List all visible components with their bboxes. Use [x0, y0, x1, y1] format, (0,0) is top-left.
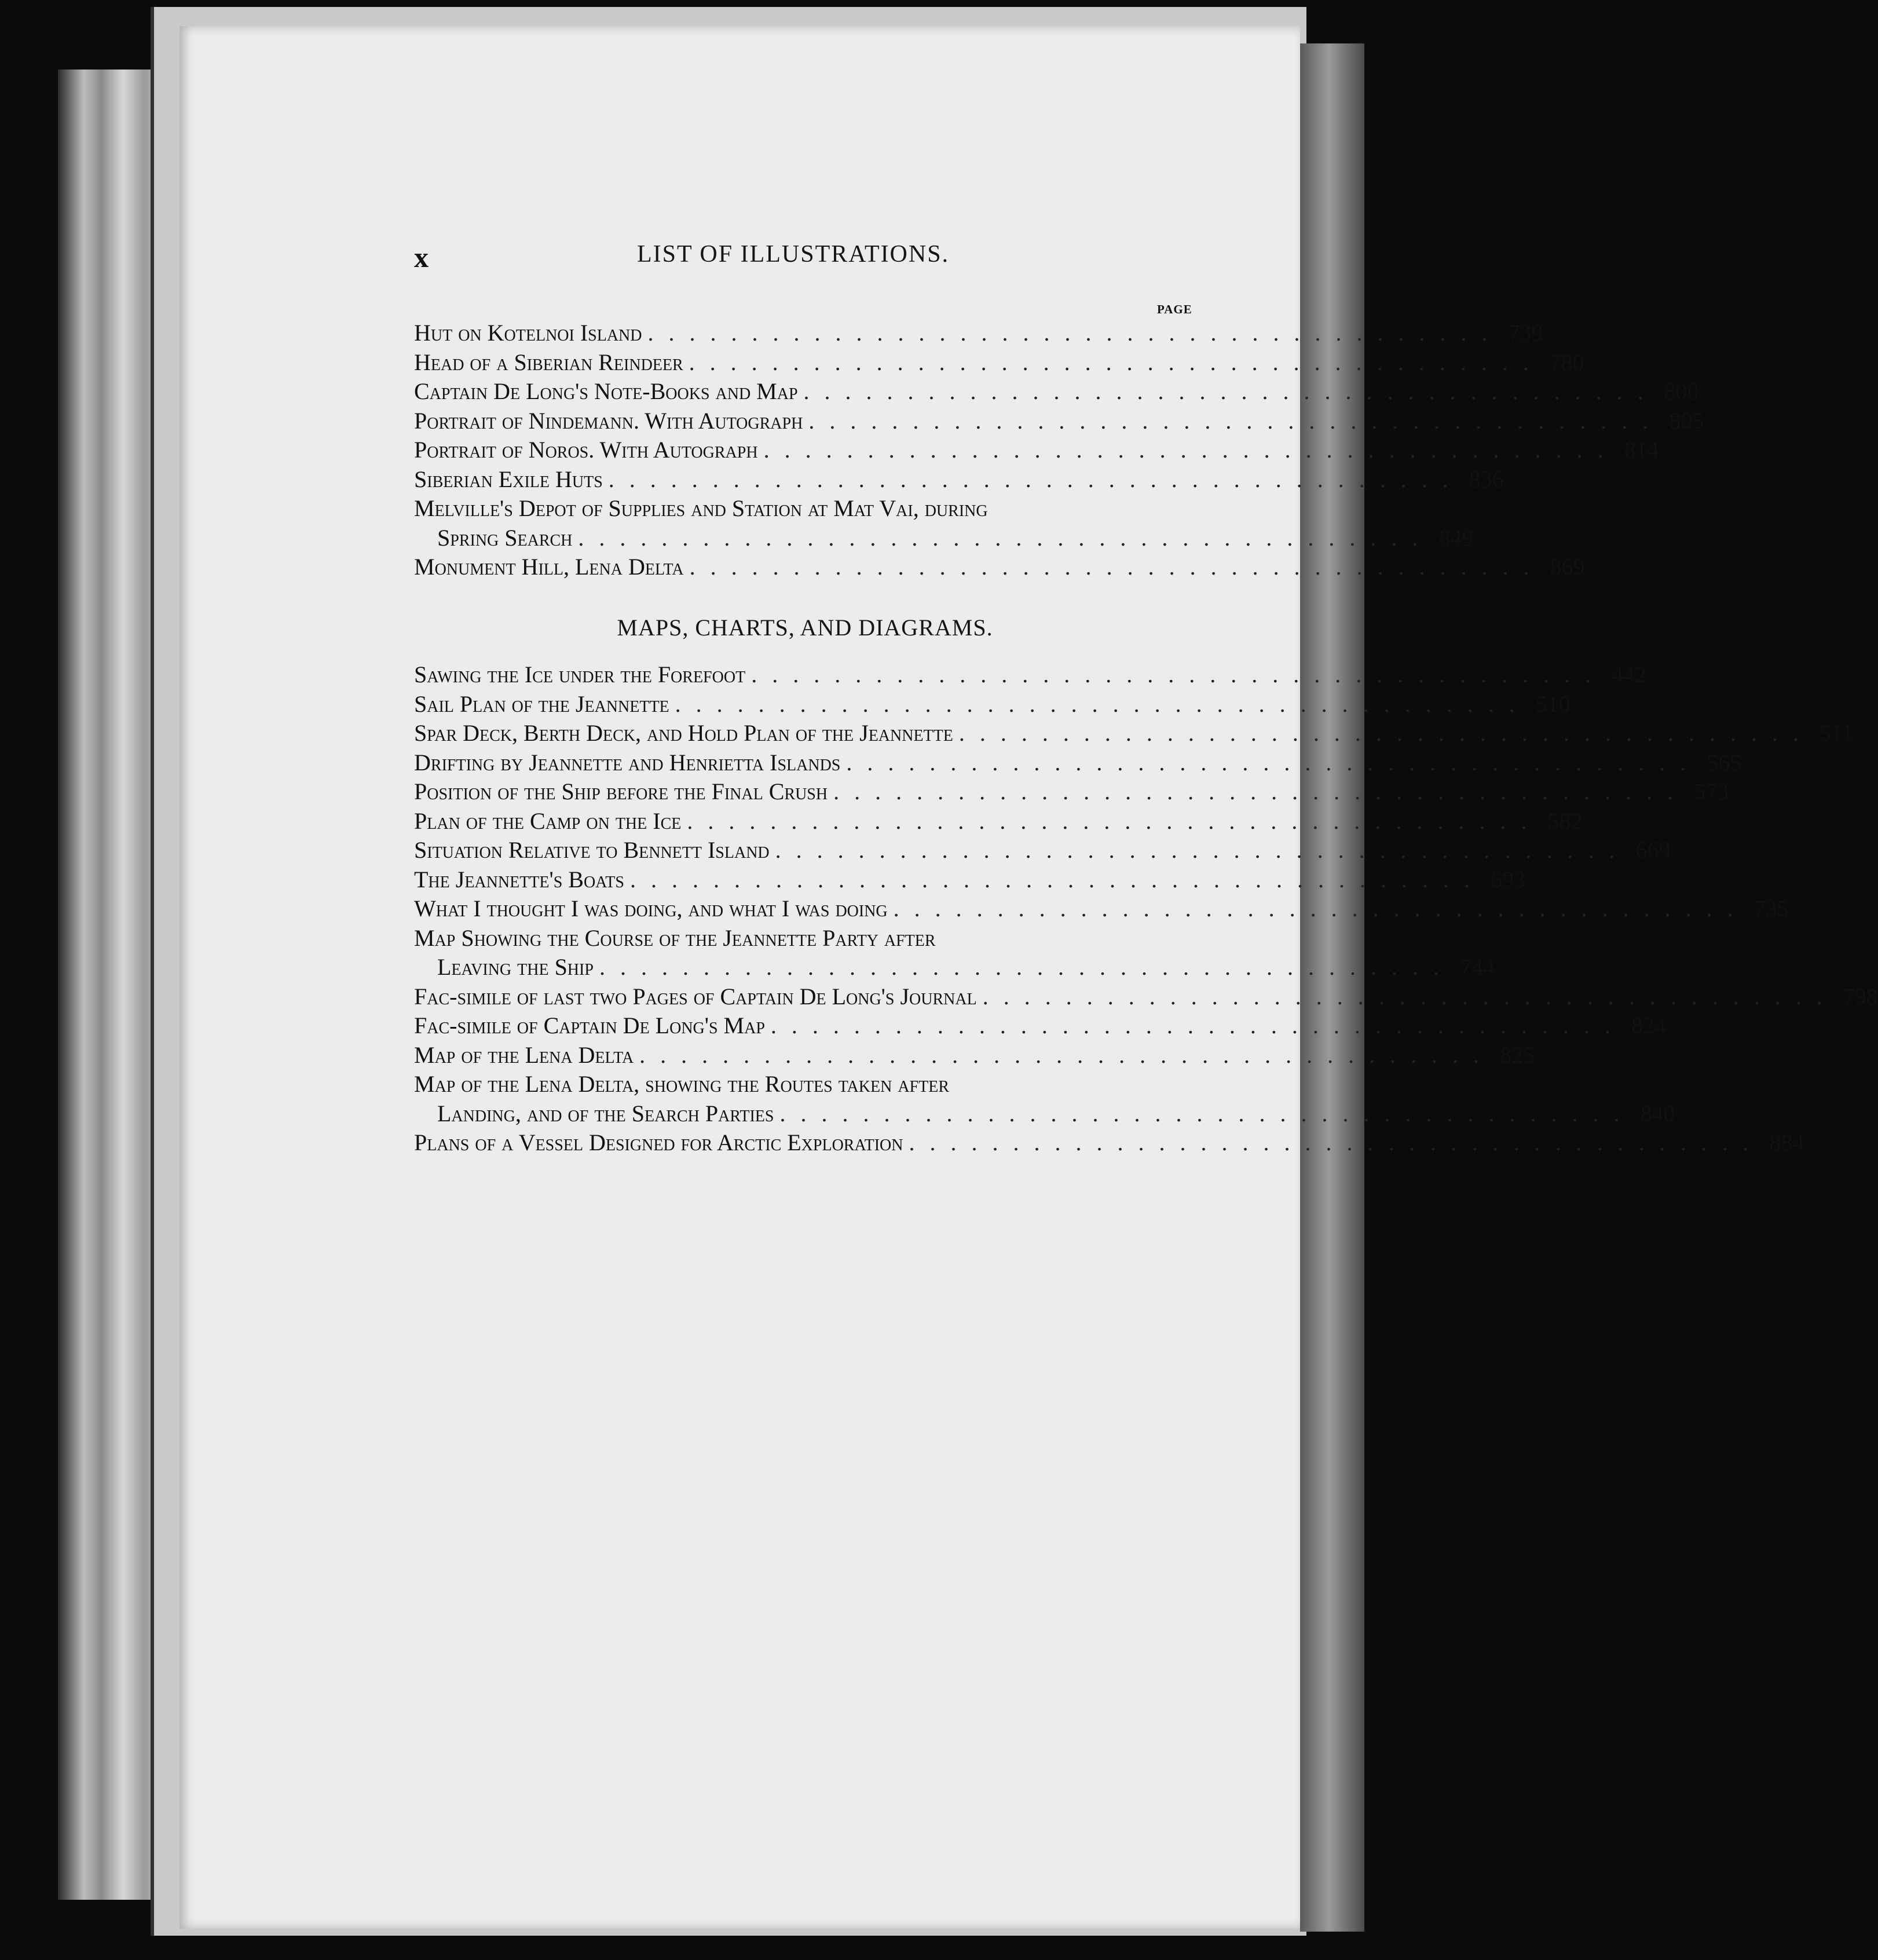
entry-title: Sawing the Ice under the Forefoot: [414, 661, 746, 688]
entry-page: 510: [1535, 690, 1571, 717]
entry-title: Captain De Long's Note-Books and Map: [414, 378, 798, 404]
leader-dots: .........................................: [833, 778, 1689, 805]
list-item: [414, 924, 1196, 953]
leader-dots: .........................................: [803, 378, 1659, 404]
list-item: [414, 407, 1704, 436]
entry-page: 836: [1469, 466, 1504, 492]
entry-page: 565: [1707, 749, 1742, 776]
entry-page: 693: [1490, 866, 1525, 893]
entry-page: 798: [1843, 983, 1878, 1010]
entry-title: Map of the Lena Delta: [414, 1041, 634, 1068]
entry-title: Fac-simile of last two Pages of Captain De Long's Journal: [414, 983, 977, 1010]
list-item: [414, 319, 1543, 348]
leader-dots: .........................................: [909, 1129, 1764, 1155]
entry-title: Portrait of Nindemann. With Autograph: [414, 407, 803, 434]
entry-title: Plans of a Vessel Designed for Arctic Exploration: [414, 1129, 903, 1155]
section-heading-maps: MAPS, CHARTS, AND DIAGRAMS.: [617, 615, 993, 641]
leader-dots: .........................................: [846, 749, 1701, 776]
list-item: [414, 494, 1196, 524]
entry-page: 744: [1459, 954, 1495, 980]
entry-title: Map Showing the Course of the Jeannette Party after: [414, 924, 936, 951]
list-item-continued: [414, 953, 1495, 982]
leader-dots: .........................................: [982, 983, 1837, 1010]
leader-dots: .........................................: [775, 837, 1630, 863]
leader-dots: .........................................: [689, 349, 1544, 375]
entry-title: Landing, and of the Search Parties: [437, 1100, 774, 1127]
leader-dots: .........................................: [647, 320, 1503, 346]
list-item: [414, 348, 1584, 378]
list-item: [414, 690, 1571, 719]
page-column-label: PAGE: [1157, 302, 1192, 316]
running-head: [414, 240, 1196, 275]
list-item: [414, 777, 1729, 807]
list-item: [414, 436, 1659, 465]
list-item: [414, 1011, 1666, 1041]
entry-page: 825: [1500, 1041, 1535, 1068]
list-item: [414, 748, 1742, 778]
list-item: [414, 719, 1854, 748]
leader-dots: .........................................: [763, 437, 1619, 463]
entry-page: 824: [1631, 1012, 1666, 1038]
entry-title: What I thought I was doing, and what I was doing: [414, 895, 888, 922]
illustrations-list: [414, 319, 1704, 582]
entry-page: 800: [1664, 378, 1699, 404]
list-item: [414, 836, 1671, 865]
leader-dots: .........................................: [770, 1012, 1626, 1038]
leader-dots: .........................................: [958, 720, 1814, 746]
entry-page: 582: [1547, 807, 1583, 834]
entry-title: Head of a Siberian Reindeer: [414, 349, 683, 375]
entry-page: 840: [1640, 1100, 1675, 1127]
page-folio: x: [414, 241, 429, 273]
list-item: [414, 1041, 1535, 1070]
leader-dots: .........................................: [675, 690, 1530, 717]
leader-dots: .........................................: [578, 524, 1433, 551]
leader-dots: .........................................: [689, 554, 1544, 580]
entry-title: Monument Hill, Lena Delta: [414, 554, 684, 580]
list-item: [414, 865, 1525, 895]
entry-page: 814: [1624, 437, 1659, 463]
entry-title: Sail Plan of the Jeannette: [414, 690, 669, 717]
list-item: [414, 982, 1878, 1012]
entry-title: Position of the Ship before the Final Crush: [414, 778, 828, 805]
leader-dots: .........................................: [808, 407, 1664, 434]
entry-title: The Jeannette's Boats: [414, 866, 624, 893]
entry-title: Drifting by Jeannette and Henrietta Islands: [414, 749, 841, 776]
maps-list: [414, 660, 1878, 1158]
entry-title: Plan of the Camp on the Ice: [414, 807, 682, 834]
entry-page: 442: [1612, 661, 1647, 688]
leader-dots: .........................................: [893, 895, 1748, 922]
list-item-continued: [414, 1099, 1675, 1129]
entry-title: Spring Search: [437, 524, 573, 551]
entry-title: Portrait of Noros. With Autograph: [414, 437, 758, 463]
page-heading: LIST OF ILLUSTRATIONS.: [637, 241, 950, 268]
list-item: [414, 660, 1647, 690]
entry-title: Hut on Kotelnoi Island: [414, 320, 642, 346]
list-item: [414, 465, 1504, 495]
entry-title: Leaving the Ship: [437, 954, 594, 980]
leader-dots: .........................................: [751, 661, 1606, 688]
entry-page: 780: [1549, 349, 1584, 375]
leader-dots: .........................................: [629, 866, 1485, 893]
entry-title: Fac-simile of Captain De Long's Map: [414, 1012, 765, 1038]
entry-page: 739: [1508, 320, 1543, 346]
entry-page: 849: [1438, 524, 1474, 551]
leader-dots: .........................................: [687, 807, 1542, 834]
entry-title: Spar Deck, Berth Deck, and Hold Plan of the Jeannette: [414, 720, 953, 746]
list-item: [414, 894, 1789, 924]
entry-page: 884: [1769, 1129, 1804, 1155]
entry-page: 573: [1694, 778, 1729, 805]
entry-page: 669: [1635, 837, 1671, 863]
entry-title: Melville's Depot of Supplies and Station at Mat Vai, during: [414, 495, 988, 521]
leader-dots: .........................................: [779, 1100, 1635, 1127]
entry-title: Siberian Exile Huts: [414, 466, 603, 492]
leader-dots: .........................................: [599, 954, 1454, 980]
list-item-continued: [414, 524, 1474, 553]
list-item: [414, 553, 1585, 582]
list-item: [414, 1128, 1804, 1158]
leader-dots: .........................................: [608, 466, 1463, 492]
entry-page: 511: [1819, 720, 1854, 746]
list-item: [414, 1070, 1196, 1099]
entry-page: 805: [1669, 407, 1704, 434]
entry-page: 869: [1550, 554, 1585, 580]
list-item: [414, 807, 1583, 836]
entry-page: 735: [1753, 895, 1789, 922]
entry-title: Situation Relative to Bennett Island: [414, 837, 770, 863]
leader-dots: .........................................: [639, 1041, 1495, 1068]
entry-title: Map of the Lena Delta, showing the Routes taken after: [414, 1071, 950, 1097]
list-item: [414, 377, 1699, 407]
